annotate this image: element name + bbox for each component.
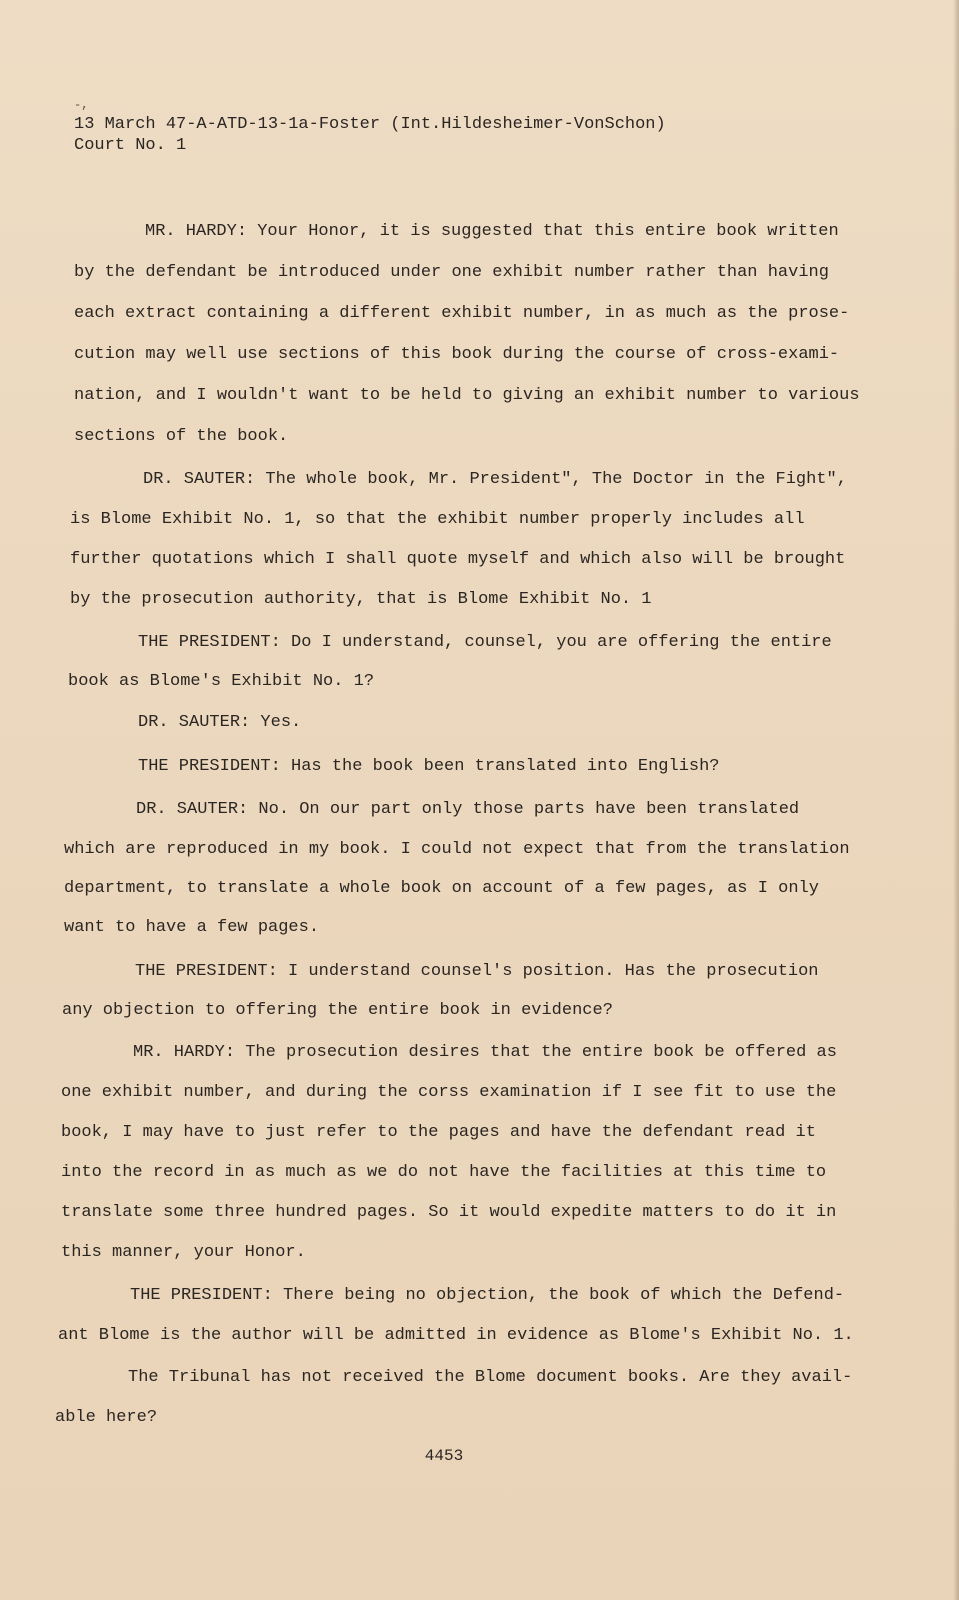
header-mark: -, xyxy=(74,98,89,112)
body-line: THE PRESIDENT: I understand counsel's position. Has the prosecution xyxy=(135,962,819,981)
body-line: each extract containing a different exhibit number, in as much as the prose- xyxy=(74,304,850,323)
body-line: is Blome Exhibit No. 1, so that the exhibit number properly includes all xyxy=(70,510,805,529)
header-date-line: 13 March 47-A-ATD-13-1a-Foster (Int.Hildesheimer-VonSchon) xyxy=(74,115,666,134)
body-line: THE PRESIDENT: There being no objection, the book of which the Defend- xyxy=(130,1286,845,1305)
body-line: MR. HARDY: Your Honor, it is suggested that this entire book written xyxy=(145,222,839,241)
body-line: DR. SAUTER: Yes. xyxy=(138,713,302,732)
body-line: any objection to offering the entire book in evidence? xyxy=(62,1001,613,1020)
body-line: THE PRESIDENT: Has the book been translated into English? xyxy=(138,757,720,776)
body-line: ant Blome is the author will be admitted in evidence as Blome's Exhibit No. 1. xyxy=(58,1326,854,1345)
body-line: want to have a few pages. xyxy=(64,918,320,937)
body-line: THE PRESIDENT: Do I understand, counsel, you are offering the entire xyxy=(138,633,832,652)
body-line: DR. SAUTER: No. On our part only those parts have been translated xyxy=(136,800,800,819)
body-line: by the prosecution authority, that is Blome Exhibit No. 1 xyxy=(70,590,652,609)
body-line: one exhibit number, and during the corss examination if I see fit to use the xyxy=(61,1083,837,1102)
body-line: department, to translate a whole book on account of a few pages, as I only xyxy=(64,879,819,898)
body-line: cution may well use sections of this book during the course of cross-exami- xyxy=(74,345,840,364)
body-line: by the defendant be introduced under one exhibit number rather than having xyxy=(74,263,829,282)
body-line: nation, and I wouldn't want to be held to giving an exhibit number to various xyxy=(74,386,860,405)
body-line: into the record in as much as we do not have the facilities at this time to xyxy=(61,1163,827,1182)
body-line: book, I may have to just refer to the pages and have the defendant read it xyxy=(61,1123,816,1142)
header-court-line: Court No. 1 xyxy=(74,136,187,155)
body-line: which are reproduced in my book. I could not expect that from the translation xyxy=(64,840,850,859)
body-line: sections of the book. xyxy=(74,427,289,446)
body-line: this manner, your Honor. xyxy=(61,1243,306,1262)
body-line: book as Blome's Exhibit No. 1? xyxy=(68,672,375,691)
body-line: The Tribunal has not received the Blome document books. Are they avail- xyxy=(128,1368,853,1387)
body-line: translate some three hundred pages. So it would expedite matters to do it in xyxy=(61,1203,837,1222)
body-line: MR. HARDY: The prosecution desires that the entire book be offered as xyxy=(133,1043,837,1062)
page-edge-shadow xyxy=(953,0,959,1600)
body-line: able here? xyxy=(55,1408,158,1427)
body-line: further quotations which I shall quote myself and which also will be brought xyxy=(70,550,846,569)
body-line: DR. SAUTER: The whole book, Mr. President", The Doctor in the Fight", xyxy=(143,470,847,489)
page-number: 4453 xyxy=(424,1447,464,1465)
